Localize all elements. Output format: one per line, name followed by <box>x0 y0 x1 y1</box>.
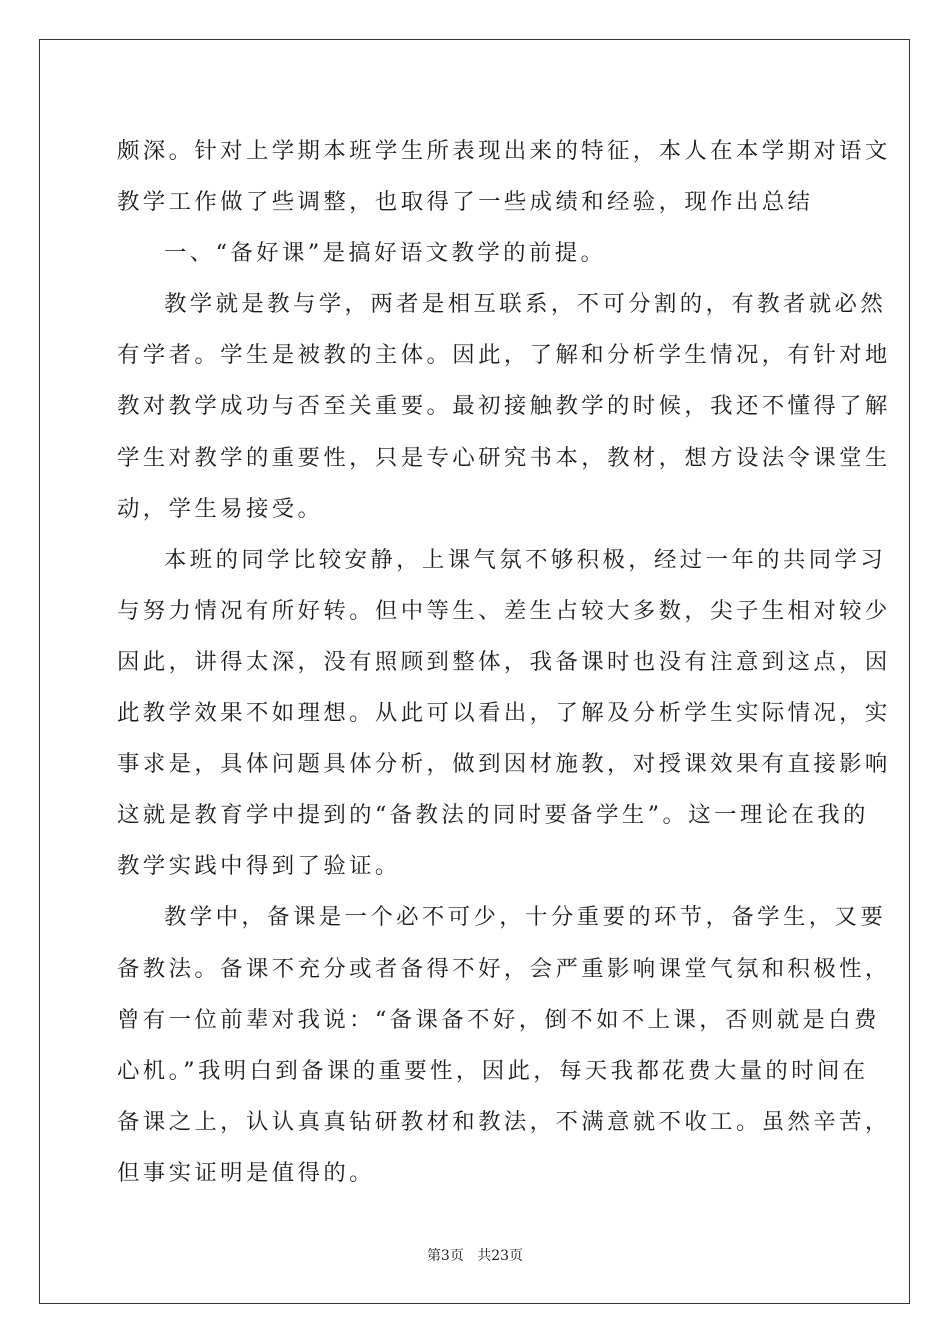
text-line: 因此，讲得太深，没有照顾到整体，我备课时也没有注意到这点，因 <box>117 648 891 675</box>
text-line: 学生对教学的重要性，只是专心研究书本，教材，想方设法令课堂生 <box>117 444 891 471</box>
text-line: 事求是，具体问题具体分析，做到因材施教，对授课效果有直接影响 <box>117 751 891 778</box>
text-line: 这就是教育学中提到的“备教法的同时要备学生”。这一理论在我的 <box>117 802 869 829</box>
text-line: 有学者。学生是被教的主体。因此，了解和分析学生情况，有针对地 <box>117 342 891 369</box>
text-line: 教对教学成功与否至关重要。最初接触教学的时候，我还不懂得了解 <box>117 393 891 420</box>
text-line: 动，学生易接受。 <box>117 495 324 522</box>
current-page-number: 第3页 <box>426 1248 464 1264</box>
text-line: 教学工作做了些调整，也取得了一些成绩和经验，现作出总结 <box>117 189 814 216</box>
text-line: 曾有一位前辈对我说：“备课备不好，倒不如不上课，否则就是白费 <box>117 1006 880 1033</box>
total-pages: 共23页 <box>477 1248 524 1264</box>
text-line: 心机。”我明白到备课的重要性，因此，每天我都花费大量的时间在 <box>117 1057 869 1084</box>
document-body <box>117 126 891 1199</box>
paragraph-start-line: 教学就是教与学，两者是相互联系，不可分割的，有教者就必然 <box>164 291 887 318</box>
text-line: 教学实践中得到了验证。 <box>117 853 401 880</box>
text-line: 但事实证明是值得的。 <box>117 1159 375 1186</box>
paragraph-start-line: 教学中，备课是一个必不可少，十分重要的环节，备学生，又要 <box>164 904 887 931</box>
text-line: 与努力情况有所好转。但中等生、差生占较大多数，尖子生相对较少 <box>117 597 891 624</box>
text-line: 此教学效果不如理想。从此可以看出，了解及分析学生实际情况，实 <box>117 700 891 727</box>
page-footer <box>0 1247 950 1265</box>
text-line: 备课之上，认认真真钻研教材和教法，不满意就不收工。虽然辛苦， <box>117 1108 891 1135</box>
paragraph-start-line: 本班的同学比较安静，上课气氛不够积极，经过一年的共同学习 <box>164 546 887 573</box>
text-line: 备教法。备课不充分或者备得不好，会严重影响课堂气氛和积极性， <box>117 955 891 982</box>
section-heading: 一、“备好课”是搞好语文教学的前提。 <box>164 240 607 267</box>
text-line: 颇深。针对上学期本班学生所表现出来的特征，本人在本学期对语文 <box>117 138 891 164</box>
